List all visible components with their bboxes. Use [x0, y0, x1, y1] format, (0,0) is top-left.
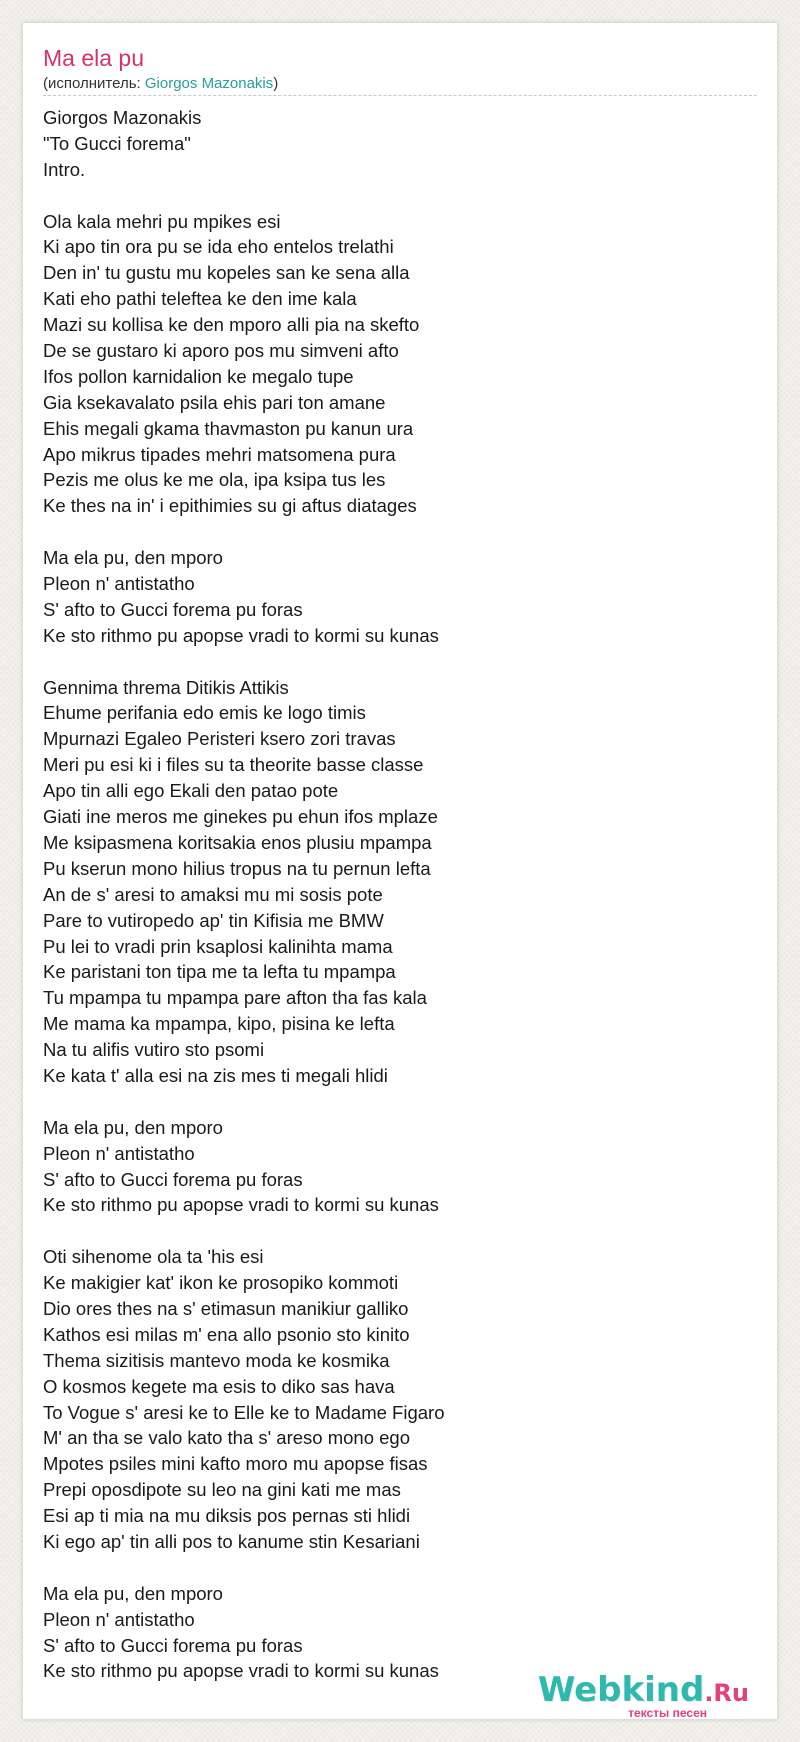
lyric-line: Pu kserun mono hilius tropus na tu pernun lefta [43, 857, 431, 879]
lyric-line: Pare to vutiropedo ap' tin Kifisia me BMW [43, 909, 384, 931]
lyric-line: S' afto to Gucci forema pu foras [43, 598, 303, 620]
header-divider [43, 95, 757, 96]
lyric-line: S' afto to Gucci forema pu foras [43, 1634, 303, 1656]
lyric-line: An de s' aresi to amaksi mu mi sosis pote [43, 883, 383, 905]
lyric-line: Ke paristani ton tipa me ta lefta tu mpampa [43, 961, 396, 983]
lyric-line: Mpurnazi Egaleo Peristeri ksero zori travas [43, 728, 396, 750]
lyrics-card [22, 22, 778, 1720]
logo-tagline: тексты песен [628, 1706, 707, 1720]
lyric-line: Oti sihenome ola ta 'his esi [43, 1246, 264, 1268]
stanza-break [43, 519, 743, 545]
lyric-line: Gennima threma Ditikis Attikis [43, 676, 289, 698]
lyric-line: Den in' tu gustu mu kopeles san ke sena alla [43, 262, 410, 284]
lyric-line: Ki ego ap' tin alli pos to kanume stin Kesariani [43, 1530, 420, 1552]
lyrics-text [43, 105, 743, 1684]
lyric-line: Ifos pollon karnidalion ke megalo tupe [43, 365, 354, 387]
performer-line [43, 74, 278, 94]
lyric-line: M' an tha se valo kato tha s' areso mono ego [43, 1427, 411, 1449]
logo-brand: Webkind [537, 1670, 705, 1710]
lyric-line: S' afto to Gucci forema pu foras [43, 1168, 303, 1190]
lyric-line: Thema sizitisis mantevo moda ke kosmika [43, 1349, 390, 1371]
lyric-line: Ke sto rithmo pu apopse vradi to kormi su kunas [43, 624, 439, 646]
lyric-line: Pleon n' antistatho [43, 1142, 195, 1164]
lyric-line: De se gustaro ki aporo pos mu simveni afto [43, 340, 399, 362]
lyric-line: Dio ores thes na s' etimasun manikiur galliko [43, 1297, 409, 1319]
lyric-line: Me ksipasmena koritsakia enos plusiu mpampa [43, 831, 432, 853]
lyric-line: To Vogue s' aresi ke to Elle ke to Madame Figaro [43, 1401, 445, 1423]
lyric-line: Apo tin alli ego Ekali den patao pote [43, 780, 339, 802]
lyric-line: Ke sto rithmo pu apopse vradi to kormi su kunas [43, 1194, 439, 1216]
lyric-line: Esi ap ti mia na mu diksis pos pernas sti hlidi [43, 1505, 411, 1527]
lyric-line: Ke makigier kat' ikon ke prosopiko kommoti [43, 1272, 399, 1294]
lyric-line: Pezis me olus ke me ola, ipa ksipa tus les [43, 469, 386, 491]
lyric-line: Gia ksekavalato psila ehis pari ton amane [43, 391, 386, 413]
lyric-line: Ke kata t' alla esi na zis mes ti megali hlidi [43, 1064, 388, 1086]
stanza-break [43, 183, 743, 209]
stanza-break [43, 1218, 743, 1244]
lyric-line: Ehume perifania edo emis ke logo timis [43, 702, 366, 724]
lyric-line: Mazi su kollisa ke den mporo alli pia na skefto [43, 314, 420, 336]
lyric-line: Me mama ka mpampa, kipo, pisina ke lefta [43, 1013, 395, 1035]
lyric-line: Meri pu esi ki i files su ta theorite basse classe [43, 754, 424, 776]
performer-suffix: ) [273, 75, 279, 92]
lyric-line: Pleon n' antistatho [43, 573, 195, 595]
lyric-line: Prepi oposdipote su leo na gini kati me mas [43, 1479, 401, 1501]
logo-tld: .Ru [704, 1679, 749, 1707]
lyric-line: Ma ela pu, den mporo [43, 1116, 223, 1138]
site-logo [537, 1670, 749, 1720]
lyric-line: O kosmos kegete ma esis to diko sas hava [43, 1375, 395, 1397]
lyric-line: Giorgos Mazonakis [43, 107, 202, 128]
lyric-line: Ki apo tin ora pu se ida eho entelos trelathi [43, 236, 394, 258]
lyric-line: Kathos esi milas m' ena allo psonio sto kinito [43, 1323, 410, 1345]
lyric-line: Ma ela pu, den mporo [43, 1582, 223, 1604]
song-title: Ma ela pu [43, 45, 145, 71]
lyric-line: Ke sto rithmo pu apopse vradi to kormi su kunas [43, 1660, 439, 1682]
lyric-line: Pleon n' antistatho [43, 1608, 195, 1630]
performer-prefix: (исполнитель: [43, 75, 145, 92]
lyric-line: Ma ela pu, den mporo [43, 547, 223, 569]
lyric-line: Pu lei to vradi prin ksaplosi kalinihta mama [43, 935, 393, 957]
lyric-line: Mpotes psiles mini kafto moro mu apopse fisas [43, 1453, 428, 1475]
lyric-line: Giati ine meros me ginekes pu ehun ifos mplaze [43, 806, 438, 828]
lyric-line: Apo mikrus tipades mehri matsomena pura [43, 443, 396, 465]
lyric-line: "To Gucci forema" [43, 132, 191, 154]
lyric-line: Na tu alifis vutiro sto psomi [43, 1039, 265, 1061]
lyric-line: Ola kala mehri pu mpikes esi [43, 210, 281, 232]
lyric-line: Ehis megali gkama thavmaston pu kanun ura [43, 417, 414, 439]
lyric-line: Tu mpampa tu mpampa pare afton tha fas kala [43, 987, 427, 1009]
lyric-line: Intro. [43, 158, 86, 180]
performer-link[interactable]: Giorgos Mazonakis [144, 75, 274, 92]
stanza-break [43, 1089, 743, 1115]
stanza-break [43, 1555, 743, 1581]
lyric-line: Kati eho pathi teleftea ke den ime kala [43, 288, 357, 310]
lyric-line: Ke thes na in' i epithimies su gi aftus diatages [43, 495, 417, 517]
stanza-break [43, 649, 743, 675]
